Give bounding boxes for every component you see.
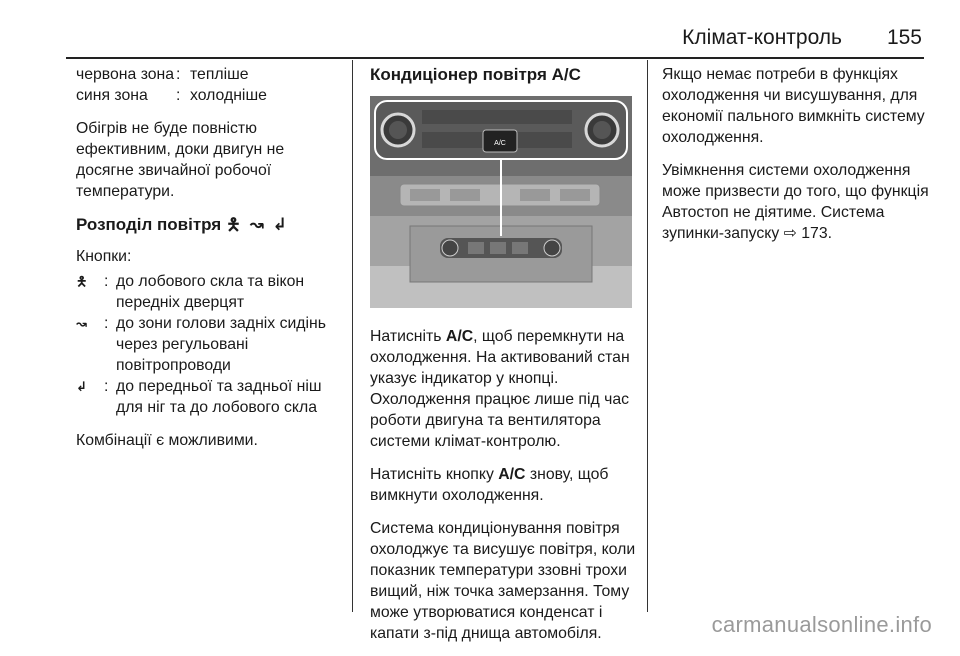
heading-text: Розподіл повітря [76, 215, 222, 234]
combinations-paragraph: Комбінації є можливими. [76, 432, 258, 449]
sep: : [104, 273, 109, 290]
button-row-head [76, 313, 346, 376]
column-divider-1 [352, 60, 353, 612]
button-desc: до зони голови задніх сидінь через регульовані повітропроводи [116, 315, 326, 374]
column-divider-2 [647, 60, 648, 612]
column-1 [76, 64, 346, 463]
ac-label: A/C [445, 328, 474, 345]
air-distribution-heading [76, 214, 346, 236]
heating-paragraph: Обігрів не буде повністю ефективним, доки двигун не досягне звичайної робочої температури. [76, 120, 285, 200]
text: Натисніть [370, 328, 446, 345]
text: , щоб перемкнути на охолодження. На активований стан указує індикатор у кнопці. [370, 328, 630, 387]
zone-key: синя зона [76, 87, 148, 104]
climate-panel-photo [370, 96, 632, 308]
button-desc: до передньої та задньої ніш для ніг та до лобового скла [116, 378, 322, 416]
text: Натисніть кнопку [370, 466, 499, 483]
page-header [0, 26, 960, 56]
zone-row-red [76, 64, 346, 85]
buttons-label: Кнопки: [76, 248, 132, 265]
page-ref-icon: ⇨ [783, 225, 802, 242]
photo-ac-button-label: A/C [494, 140, 506, 147]
ac-paragraph-1 [370, 326, 638, 389]
ac-label: A/C [498, 466, 526, 483]
ac-paragraph-4: Система кондиціонування повітря охолоджує та висушує повітря, коли показник температури ззовні трохи вищий, ніж точка замерзання. Тому може утворюватися конденсат і капати з-під днища автомобіля. [370, 520, 636, 642]
autostop-paragraph [662, 160, 932, 244]
air-distribution-icons: 🯅 ↝ ↲ [225, 215, 289, 234]
zone-val: холодніше [190, 87, 267, 104]
header-rule [66, 57, 924, 59]
ac-paragraph-3 [370, 464, 638, 506]
ac-paragraph-2: Охолодження працює лише під час роботи двигуна та вентилятора системи клімат-контролю. [370, 391, 630, 450]
button-desc: до лобового скла та вікон передніх дверцят [116, 273, 305, 311]
button-row-footwell [76, 376, 346, 418]
column-2 [370, 64, 638, 656]
sep: : [104, 315, 109, 332]
text: знову, щоб вимкнути охолодження. [370, 466, 609, 504]
zone-sep: : [176, 66, 181, 83]
zone-key: червона зона [76, 66, 175, 83]
button-row-windscreen [76, 271, 346, 313]
windscreen-icon: 🯅 [76, 274, 88, 289]
column-3 [662, 64, 932, 256]
page-ref[interactable]: 173. [801, 225, 833, 242]
footwell-icon: ↲ [76, 379, 87, 394]
zone-val: тепліше [190, 66, 249, 83]
economy-paragraph: Якщо немає потреби в функціях охолодження чи висушування, для економії пального вимкніть систему охолодження. [662, 66, 925, 146]
text: Увімкнення системи охолодження може призвести до того, що функція Автостоп не діятиме. Система зупинки-запуску [662, 162, 929, 242]
watermark: carmanualsonline.info [711, 612, 932, 637]
zone-sep: : [176, 87, 181, 104]
head-area-icon: ↝ [76, 316, 87, 331]
ac-heading: Кондиціонер повітря A/C [370, 65, 581, 84]
sep: : [104, 378, 109, 395]
page-number: 155 [886, 26, 922, 49]
page-title: Клімат-контроль [682, 26, 842, 49]
zone-row-blue [76, 85, 346, 106]
